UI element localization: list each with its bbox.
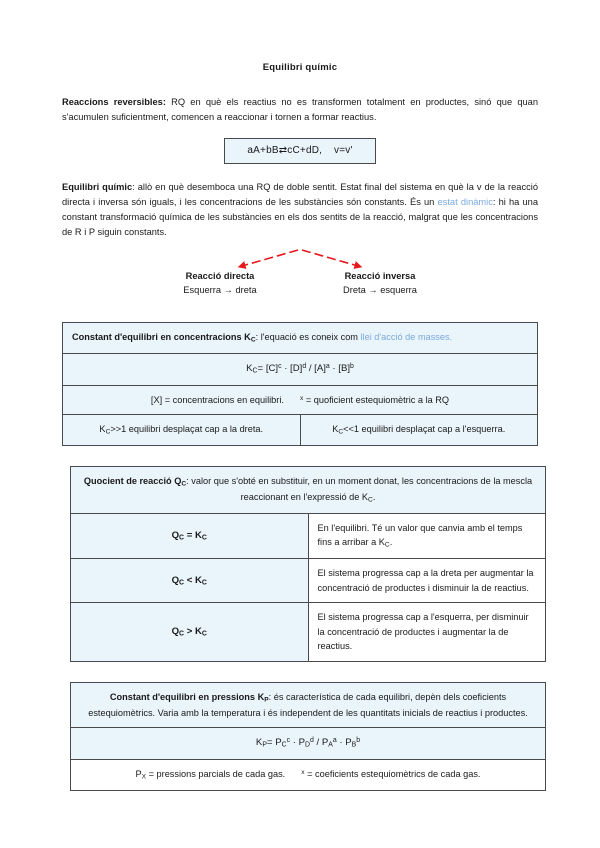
direct-reaction-block — [155, 270, 285, 297]
kc-formula-sup-d: d — [302, 363, 307, 371]
kp-formula-p4-sup: b — [356, 737, 361, 745]
kc-formula-rest: = [C] — [257, 363, 279, 375]
reaction-labels-row — [62, 270, 538, 297]
paragraph-reversible-reactions — [62, 95, 538, 125]
kc-notes-right: = quoficient estequiomètric a la RQ — [303, 394, 450, 405]
reversible-reactions-text: RQ en què els reactius no es transformen totalment en productes, sinó que quan s'acumulen suficientment, comencen a reaccionar i tornen a formar reactius. — [62, 97, 538, 123]
kc-header-rest: : l'equació es coneix com — [255, 332, 361, 343]
kp-header-rest: : és característica de cada equilibri, depèn dels coeficients estequiomètrics. Varia amb la temperatura i és independent de les quantitats inicials de reactius i productes. — [88, 691, 528, 718]
qc-header-row — [71, 467, 546, 514]
kp-formula-p3-sub: A — [328, 741, 333, 749]
kc-header-row — [63, 323, 538, 354]
kc-formula-mid-1: · [D] — [281, 363, 303, 375]
reaction-arrows-area — [62, 248, 538, 310]
kp-notes-p-sub: X — [141, 773, 147, 781]
kc-right-shift-text: >>1 equilibri desplaçat cap a la dreta. — [110, 424, 264, 435]
table-row — [71, 559, 546, 603]
qc-less-q: Q — [171, 574, 180, 586]
qc-header-rest-2: . — [372, 491, 376, 502]
table-row — [71, 603, 546, 662]
kc-notes-row — [63, 385, 538, 415]
general-equation-box: aA+bB⇄cC+dD, v=v' — [224, 138, 375, 164]
kp-formula-k: K — [255, 737, 263, 749]
qc-greater-desc-text: El sistema progressa cap a l'esquerra, per disminuir la concentració de productes i augmentar la de reactius. — [317, 612, 529, 652]
qc-equal-desc-sub: C — [384, 541, 390, 549]
inverse-reaction-title: Reacció inversa — [344, 271, 416, 282]
kp-formula-slash: / P — [313, 737, 329, 749]
kp-header-cell — [71, 682, 546, 727]
qc-equal-desc — [308, 513, 546, 558]
qc-header-cell — [71, 467, 546, 514]
chemical-equilibrium-text-2: : hi ha una constant transformació química de les substàncies en els dos sentits de la reacció, malgrat que les concentracions de R i P siguin constants. — [62, 197, 539, 238]
kc-left-shift-sub: C — [338, 428, 344, 436]
kc-formula-k: K — [246, 363, 253, 375]
kc-formula-row — [63, 354, 538, 385]
kc-formula-sup-b: b — [350, 363, 354, 371]
kp-formula-p1-sup: c — [286, 737, 291, 745]
kc-notes-right-sup: x — [299, 394, 304, 402]
qc-greater-k-sub: C — [201, 630, 207, 638]
qc-equal-q-sub: C — [179, 534, 185, 542]
paragraph-chemical-equilibrium — [62, 180, 538, 240]
kc-header-bold: Constant d'equilibri en concentracions K — [72, 332, 251, 343]
kp-table — [70, 682, 546, 791]
kc-formula-k-sub: C — [252, 367, 258, 375]
kc-notes-cell — [63, 385, 538, 415]
qc-table — [70, 466, 546, 662]
qc-greater-q-sub: C — [179, 630, 185, 638]
qc-greater-op: > K — [184, 625, 202, 637]
qc-equal-q: Q — [171, 529, 180, 541]
kp-formula-p4-sub: B — [351, 741, 357, 749]
kp-formula-dot-1: · P — [290, 737, 305, 749]
qc-less-key — [71, 559, 309, 603]
kc-left-shift-text: <<1 equilibri desplaçat cap a l'esquerra. — [343, 424, 506, 435]
dynamic-state-link[interactable]: estat dinàmic — [437, 197, 493, 208]
qc-less-desc — [308, 559, 546, 603]
qc-less-op: < K — [184, 574, 202, 586]
kp-notes-left: = pressions parcials de cada gas. — [146, 768, 286, 779]
kc-formula-sup-c: c — [278, 363, 282, 371]
qc-equal-key — [71, 513, 309, 558]
kp-formula-p1-sub: C — [281, 741, 287, 749]
qc-greater-desc — [308, 603, 546, 662]
kp-formula-p2-sup: d — [309, 737, 314, 745]
kp-notes-right-sup: x — [301, 769, 305, 777]
qc-header-rest-sub: C — [368, 496, 373, 504]
kc-header-cell — [63, 323, 538, 354]
kp-formula-row — [71, 728, 546, 759]
kp-notes-row — [71, 759, 546, 790]
kc-formula-mid-3: · [B] — [329, 363, 351, 375]
kp-header-bold: Constant d'equilibri en pressions K — [109, 691, 265, 702]
kc-formula-cell — [63, 354, 538, 385]
kc-displacement-row — [63, 415, 538, 446]
qc-header-bold: Quocient de reacció Q — [83, 476, 182, 487]
kc-right-shift-cell — [63, 415, 301, 446]
kp-formula-dot-2: · P — [336, 737, 352, 749]
kp-notes-cell — [71, 759, 546, 790]
kc-formula-mid-2: / [A] — [306, 363, 326, 375]
kp-formula-p2-sub: D — [304, 741, 310, 749]
kc-notes-left: [X] = concentracions en equilibri. — [150, 394, 284, 405]
kc-right-shift-sub: C — [105, 428, 111, 436]
kp-formula-p3-sup: a — [332, 737, 337, 745]
kp-notes-right: = coeficients estequiomètrics de cada gas. — [304, 768, 481, 779]
qc-greater-q: Q — [171, 625, 180, 637]
inverse-reaction-subtitle: Dreta → esquerra — [343, 284, 417, 295]
kp-formula-k-sub: P — [262, 741, 267, 749]
kc-formula-sup-a: a — [325, 363, 330, 371]
kc-table — [62, 322, 538, 446]
qc-less-q-sub: C — [179, 579, 185, 587]
kp-header-row — [71, 682, 546, 727]
qc-header-rest-1: : valor que s'obté en substituir, en un moment donat, les concentracions de la mescla reaccionant en l'expressió de K — [186, 476, 533, 502]
qc-equal-op: = K — [184, 529, 202, 541]
kp-formula-cell — [71, 728, 546, 759]
chemical-equilibrium-text-1: : allò en què desemboca una RQ de doble sentit. Estat final del sistema en què la v de la reacció directa i inversa són iguals, i les concentracions de les substàncies són constants. És un — [62, 182, 538, 208]
law-of-mass-action-link[interactable]: llei d'acció de masses. — [360, 332, 453, 343]
kp-notes-p: P — [135, 768, 142, 779]
kc-left-shift-cell — [300, 415, 538, 446]
chemical-equilibrium-label: Equilibri químic — [62, 182, 133, 193]
inverse-reaction-block — [315, 270, 445, 297]
qc-equal-desc-text: En l'equilibri. Té un valor que canvia amb el temps fins a arribar a K — [317, 522, 523, 548]
direct-reaction-title: Reacció directa — [185, 271, 255, 282]
direct-reaction-subtitle: Esquerra → dreta — [183, 284, 257, 295]
page-title: Equilibri químic — [262, 62, 338, 73]
qc-equal-k-sub: C — [201, 534, 207, 542]
kc-left-shift-k: K — [332, 424, 339, 435]
qc-less-desc-text: El sistema progressa cap a la dreta per augmentar la concentració de productes i disminuir la de reactius. — [317, 568, 534, 593]
reversible-reactions-label: Reaccions reversibles: — [62, 97, 166, 107]
kp-header-sub: P — [264, 696, 269, 704]
kc-right-shift-k: K — [99, 424, 106, 435]
qc-equal-desc-end: . — [389, 537, 393, 548]
kp-formula-eq: = P — [266, 737, 282, 749]
table-row — [71, 513, 546, 558]
kc-header-sub: C — [250, 336, 256, 344]
qc-header-sub: C — [181, 480, 187, 488]
qc-less-k-sub: C — [201, 579, 207, 587]
qc-greater-key — [71, 603, 309, 662]
equation-box-wrapper — [62, 138, 538, 164]
